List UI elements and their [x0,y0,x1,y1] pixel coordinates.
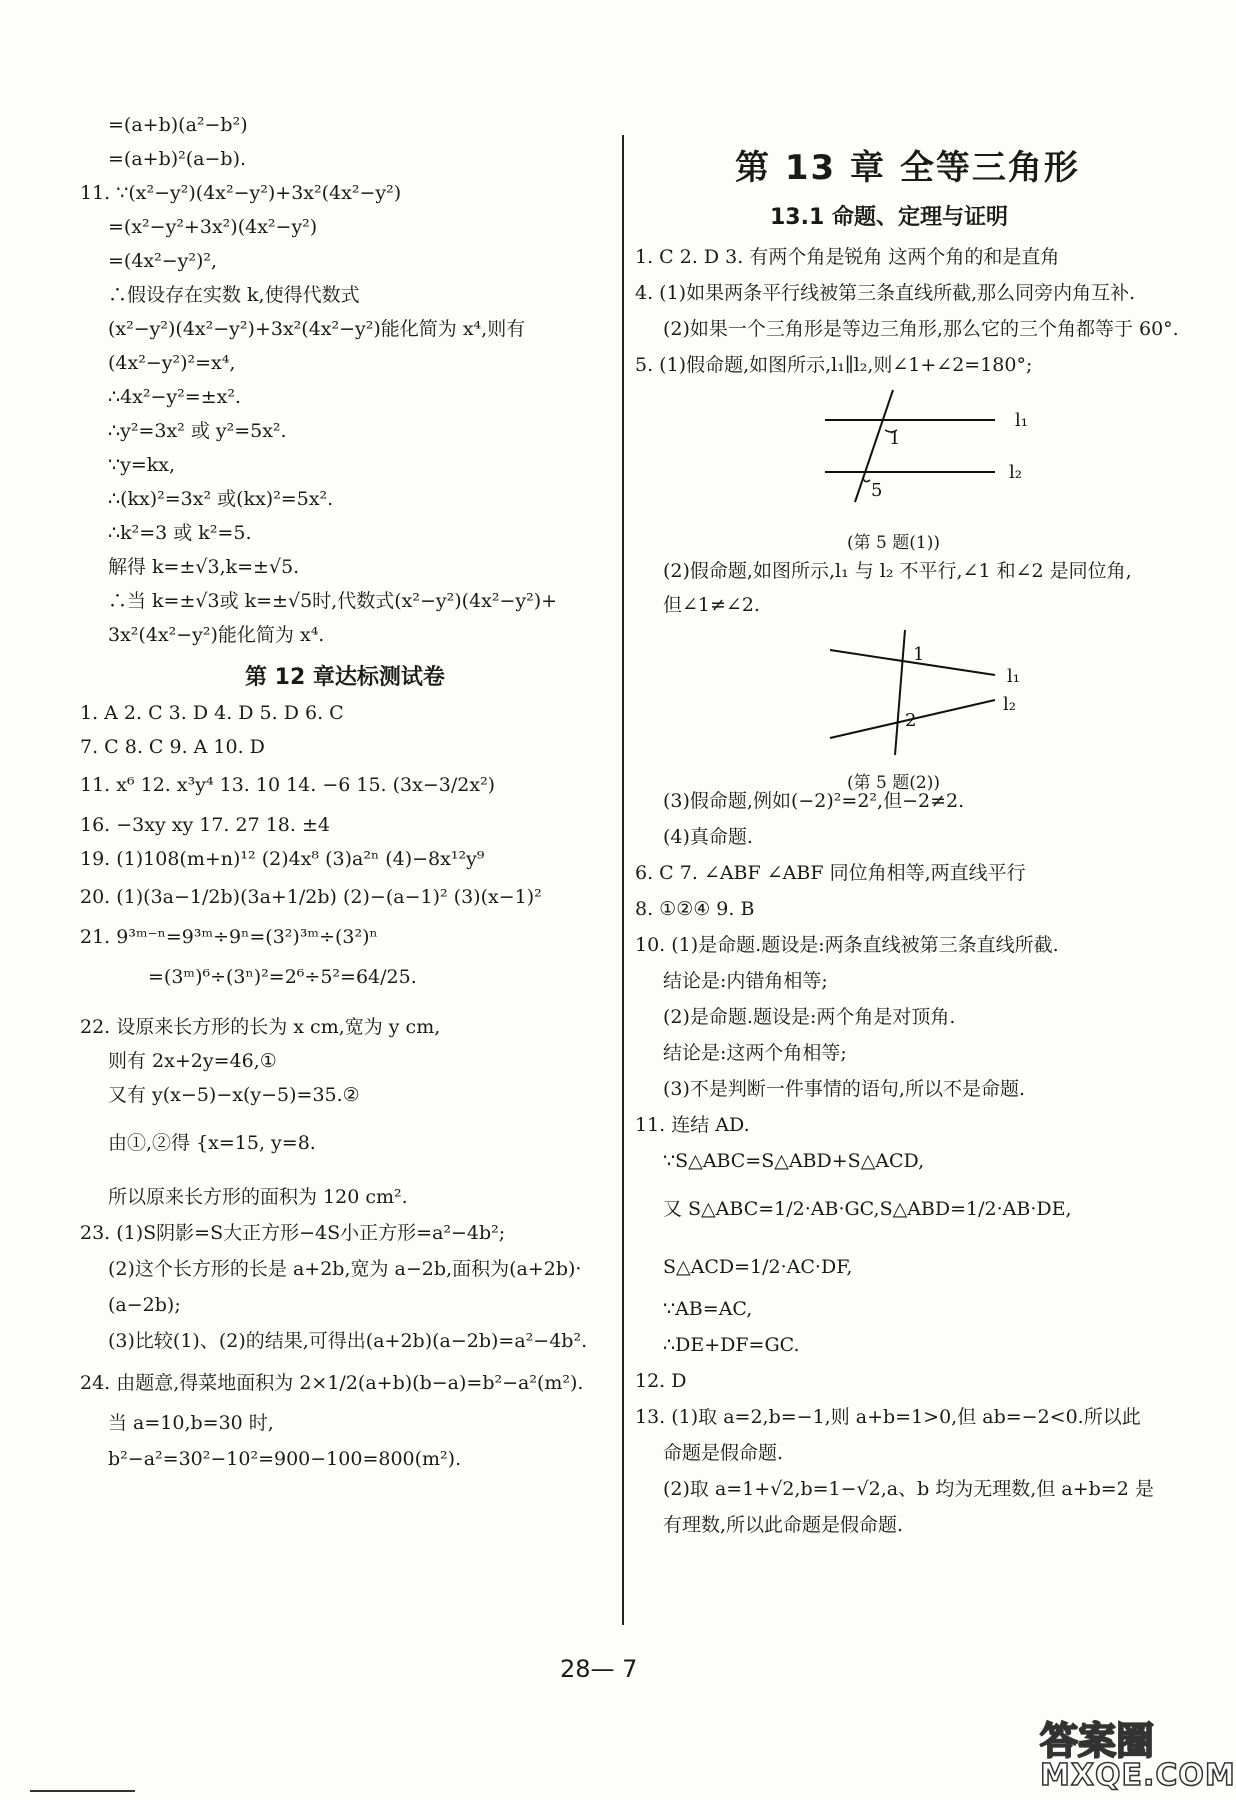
answer-line: 当 a=10,b=30 时, [108,1412,274,1434]
answer-line: 1. A 2. C 3. D 4. D 5. D 6. C [80,702,344,724]
watermark-bottom: MXQE.COM [1040,1758,1236,1793]
answer-line: 结论是:内错角相等; [663,970,828,992]
text-line: =(4x²−y²)², [108,250,218,272]
text-line: 解得 k=±√3,k=±√5. [108,556,300,578]
chapter-title: 第 13 章 全等三角形 [735,148,1080,188]
answer-line: (3)比较(1)、(2)的结果,可得出(a+2b)(a−2b)=a²−4b². [108,1330,588,1352]
section-title: 13.1 命题、定理与证明 [770,205,1008,230]
answer-line: ∵S△ABC=S△ABD+S△ACD, [663,1150,925,1172]
text-line: ∴当 k=±√3或 k=±√5时,代数式(x²−y²)(4x²−y²)+ [108,590,558,612]
text-line: =(a+b)(a²−b²) [108,114,248,136]
answer-line: 11. x⁶ 12. x³y⁴ 13. 10 14. −6 15. (3x−3/2x²) [80,774,496,796]
answer-line: =(3ᵐ)⁶÷(3ⁿ)²=2⁶÷5²=64/25. [148,966,417,988]
l1-label: l₁ [1007,666,1020,687]
text-line: ∴假设存在实数 k,使得代数式 [108,284,360,306]
figure-5-1 [815,390,1045,510]
answer-line: 12. D [635,1370,687,1392]
answer-line: 8. ①②④ 9. B [635,898,755,920]
text-line: ∴y²=3x² 或 y²=5x². [108,420,287,442]
page-number: 28— 7 [560,1655,638,1683]
answer-line: 20. (1)(3a−1/2b)(3a+1/2b) (2)−(a−1)² (3)(x−1)² [80,886,542,908]
text-line: =(x²−y²+3x²)(4x²−y²) [108,216,318,238]
answer-line: 由①,②得 {x=15, y=8. [108,1132,316,1154]
watermark-logo [1040,1710,1236,1793]
text-line: =(a+b)²(a−b). [108,148,247,170]
section-title: 第 12 章达标测试卷 [245,665,445,690]
answer-line: ∵AB=AC, [663,1298,753,1320]
angle-5-arc [863,478,870,482]
figure-caption: (第 5 题(1)) [847,533,940,553]
figure-5-2 [825,630,1055,760]
answer-line: 21. 9³ᵐ⁻ⁿ=9³ᵐ÷9ⁿ=(3²)³ᵐ÷(3²)ⁿ [80,926,378,948]
answer-line: 16. −3xy xy 17. 27 18. ±4 [80,814,330,836]
answer-line: 11. 连结 AD. [635,1114,750,1136]
answer-line: 结论是:这两个角相等; [663,1042,847,1064]
text-line: (x²−y²)(4x²−y²)+3x²(4x²−y²)能化简为 x⁴,则有 [108,318,526,340]
answer-line: (2)这个长方形的长是 a+2b,宽为 a−2b,面积为(a+2b)· [108,1258,582,1280]
answer-line: (2)取 a=1+√2,b=1−√2,a、b 均为无理数,但 a+b=2 是 [663,1478,1154,1500]
answer-line: (3)不是判断一件事情的语句,所以不是命题. [663,1078,1025,1100]
answer-line: 又 S△ABC=1/2·AB·GC,S△ABD=1/2·AB·DE, [663,1198,1072,1220]
answer-line: (2)假命题,如图所示,l₁ 与 l₂ 不平行,∠1 和∠2 是同位角, [663,560,1132,582]
figure-caption: (第 5 题(2)) [847,773,940,793]
text-line: 3x²(4x²−y²)能化简为 x⁴. [108,624,325,646]
answer-line: (2)如果一个三角形是等边三角形,那么它的三个角都等于 60°. [663,318,1179,340]
answer-line: S△ACD=1/2·AC·DF, [663,1256,853,1278]
answer-line: (2)是命题.题设是:两个角是对顶角. [663,1006,956,1028]
answer-line: 但∠1≠∠2. [663,594,760,616]
l2-label: l₂ [1009,462,1022,483]
answer-line: 7. C 8. C 9. A 10. D [80,736,265,758]
text-line: ∵y=kx, [108,454,176,476]
text-line: ∴(kx)²=3x² 或(kx)²=5x². [108,488,334,510]
answer-line: 又有 y(x−5)−x(y−5)=35.② [108,1084,360,1106]
text-line: ∴4x²−y²=±x². [108,386,241,408]
l1-label: l₁ [1015,410,1028,431]
answer-line: 4. (1)如果两条平行线被第三条直线所截,那么同旁内角互补. [635,282,1136,304]
l2-label: l₂ [1003,694,1016,715]
watermark-top: 答案圈 [1040,1719,1155,1763]
text-line: ∴k²=3 或 k²=5. [108,522,252,544]
text-line: 11. ∵(x²−y²)(4x²−y²)+3x²(4x²−y²) [80,182,402,204]
answer-line: 有理数,所以此命题是假命题. [663,1514,904,1536]
answer-line: 22. 设原来长方形的长为 x cm,宽为 y cm, [80,1016,441,1038]
answer-line: (3)假命题,例如(−2)²=2²,但−2≠2. [663,790,965,812]
angle-5-label: 5 [871,480,883,501]
answer-line: 24. 由题意,得菜地面积为 2×1/2(a+b)(b−a)=b²−a²(m²). [80,1372,584,1394]
answer-line: 则有 2x+2y=46,① [108,1050,277,1072]
answer-line: 19. (1)108(m+n)¹² (2)4x⁸ (3)a²ⁿ (4)−8x¹²y⁹ [80,848,485,870]
answer-line: 1. C 2. D 3. 有两个角是锐角 这两个角的和是直角 [635,246,1060,268]
angle-1-label: 1 [889,428,901,449]
column-divider [622,135,624,1625]
answer-line: ∴DE+DF=GC. [663,1334,800,1356]
answer-line: 23. (1)S阴影=S大正方形−4S小正方形=a²−4b²; [80,1222,506,1244]
angle-2-label: 2 [905,710,917,731]
text-line: (4x²−y²)²=x⁴, [108,352,236,374]
answer-line: 命题是假命题. [663,1442,784,1464]
answer-line: 13. (1)取 a=2,b=−1,则 a+b=1>0,但 ab=−2<0.所以此 [635,1406,1141,1428]
answer-line: 5. (1)假命题,如图所示,l₁∥l₂,则∠1+∠2=180°; [635,354,1033,376]
answer-line: (4)真命题. [663,826,753,848]
answer-line: b²−a²=30²−10²=900−100=800(m²). [108,1448,462,1470]
answer-line: (a−2b); [108,1294,181,1316]
angle-1-label: 1 [913,644,925,665]
transversal [895,630,905,755]
answer-line: 6. C 7. ∠ABF ∠ABF 同位角相等,两直线平行 [635,862,1026,884]
footer-rule [30,1790,135,1792]
answer-line: 10. (1)是命题.题设是:两条直线被第三条直线所截. [635,934,1059,956]
answer-line: 所以原来长方形的面积为 120 cm². [108,1186,408,1208]
